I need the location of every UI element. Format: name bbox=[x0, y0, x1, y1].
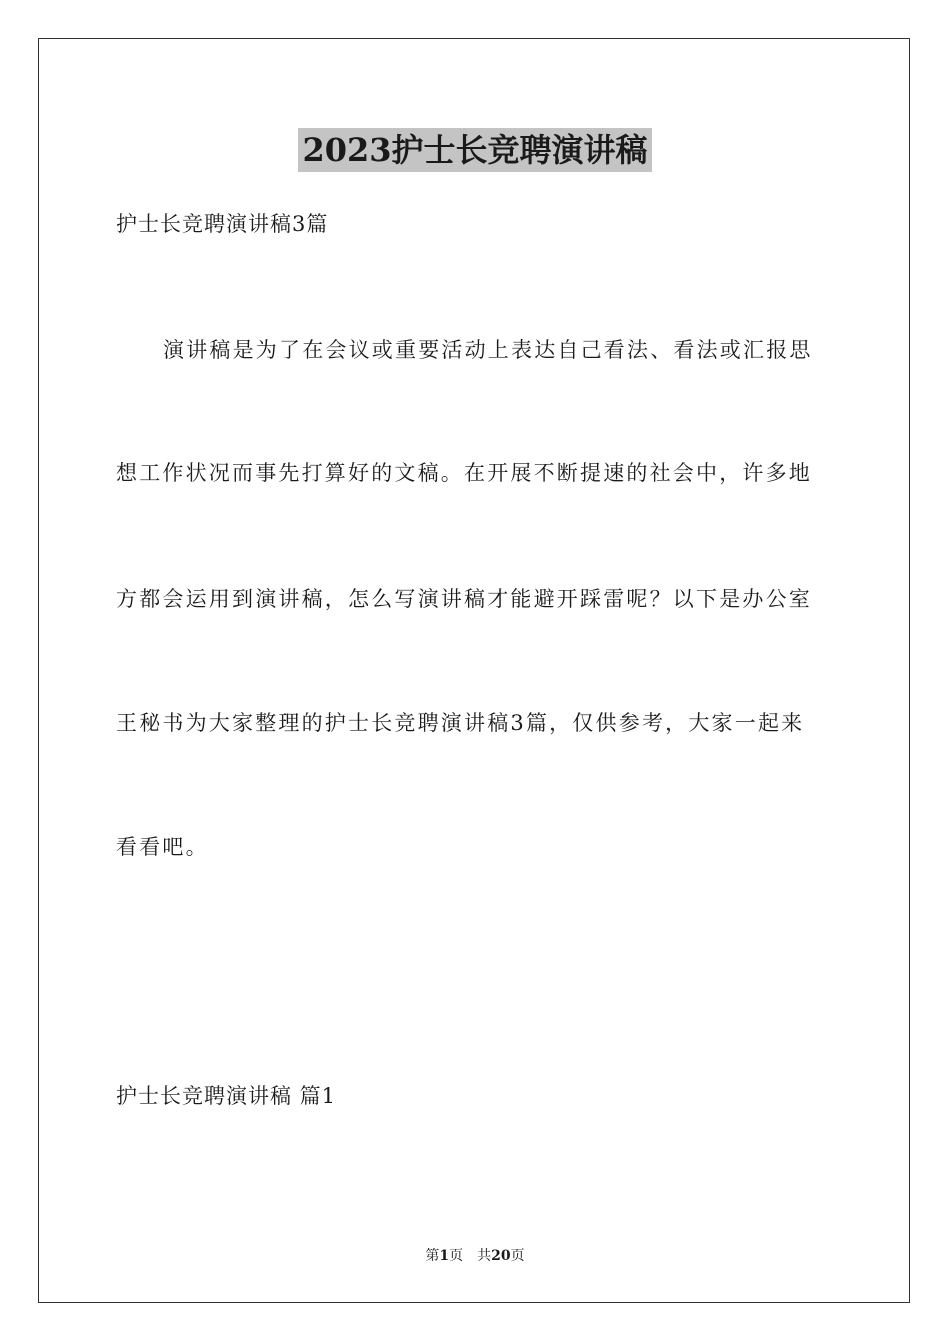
page-footer bbox=[0, 1246, 950, 1266]
footer-page-number: 1 bbox=[439, 1248, 450, 1264]
intro-line-4: 王秘书为大家整理的护士长竞聘演讲稿3篇，仅供参考，大家一起来 bbox=[116, 711, 805, 735]
footer-page-prefix: 第 bbox=[425, 1248, 440, 1264]
footer-total-pages: 20 bbox=[491, 1248, 511, 1264]
intro-line-2: 想工作状况而事先打算好的文稿。在开展不断提速的社会中，许多地 bbox=[116, 461, 812, 485]
intro-line-5: 看看吧。 bbox=[116, 835, 209, 859]
document-title bbox=[0, 128, 950, 172]
document-title-text: 2023护士长竞聘演讲稿 bbox=[298, 128, 651, 172]
intro-line-3: 方都会运用到演讲稿，怎么写演讲稿才能避开踩雷呢？以下是办公室 bbox=[116, 587, 812, 611]
footer-page-suffix: 页 bbox=[449, 1248, 464, 1264]
footer-total-prefix: 共 bbox=[477, 1248, 492, 1264]
document-subtitle: 护士长竞聘演讲稿3篇 bbox=[116, 212, 329, 236]
intro-line-1: 演讲稿是为了在会议或重要活动上表达自己看法、看法或汇报思 bbox=[163, 338, 813, 362]
section-heading: 护士长竞聘演讲稿 篇1 bbox=[116, 1084, 337, 1108]
footer-total-suffix: 页 bbox=[510, 1248, 525, 1264]
